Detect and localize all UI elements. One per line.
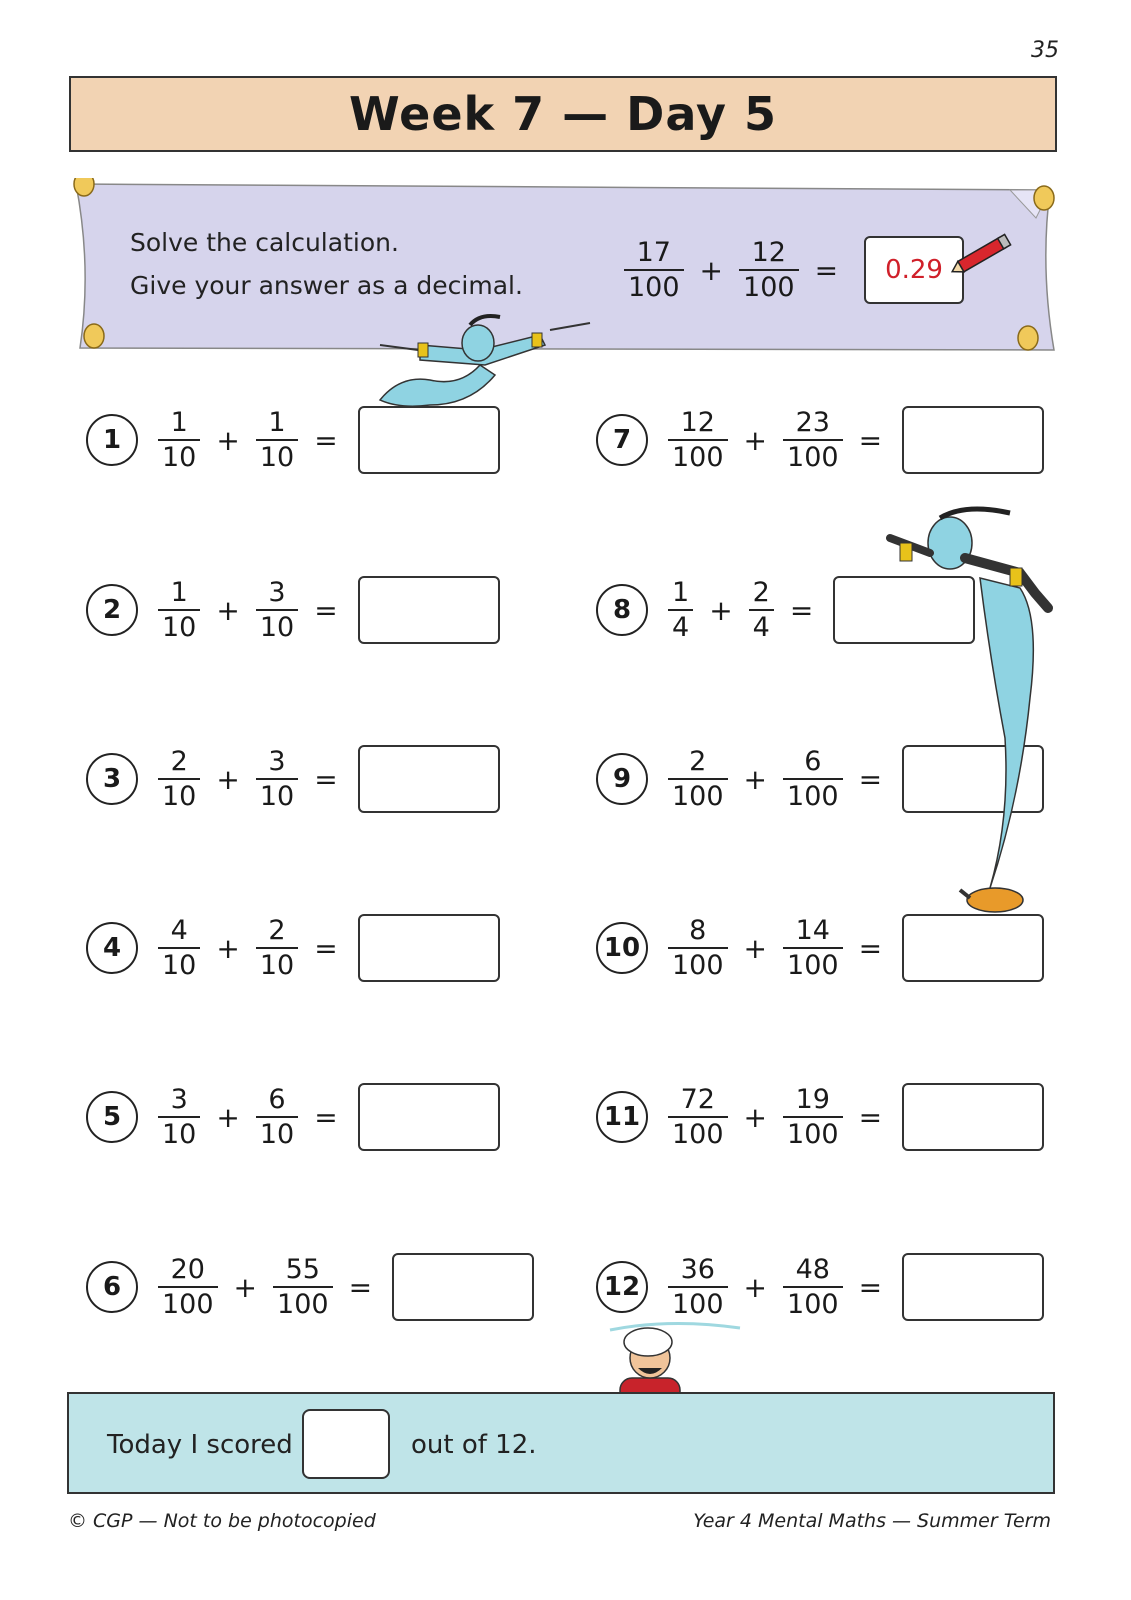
- score-input-box[interactable]: [302, 1409, 390, 1479]
- question-7: [596, 406, 1044, 474]
- example-fraction-a: $\frac{17}{100}$: [620, 239, 688, 301]
- question-number: 1: [86, 414, 138, 466]
- fraction-a: $\frac{72}{100}$: [664, 1086, 732, 1148]
- question-1: [86, 406, 500, 474]
- fraction-a: $\frac{20}{100}$: [154, 1256, 222, 1318]
- fraction-a: $\frac{1}{10}$: [154, 579, 204, 641]
- example-plus: +: [699, 253, 724, 287]
- equals-sign: =: [789, 593, 814, 627]
- fraction-b: $\frac{19}{100}$: [779, 1086, 847, 1148]
- example-answer-box: 0.29: [864, 236, 964, 304]
- question-11: [596, 1083, 1044, 1151]
- fraction-b: $\frac{6}{10}$: [252, 1086, 302, 1148]
- fraction-b: $\frac{23}{100}$: [779, 409, 847, 471]
- fraction-b: $\frac{14}{100}$: [779, 917, 847, 979]
- question-number: 8: [596, 584, 648, 636]
- question-number: 4: [86, 922, 138, 974]
- title-bar: [69, 76, 1057, 152]
- question-number: 3: [86, 753, 138, 805]
- question-5: [86, 1083, 500, 1151]
- answer-box[interactable]: [902, 406, 1044, 474]
- plus-sign: +: [216, 423, 240, 457]
- worked-example: [620, 236, 1018, 304]
- equals-sign: =: [314, 593, 338, 627]
- score-label-after: out of 12.: [411, 1430, 537, 1460]
- question-10: [596, 914, 1044, 982]
- answer-box[interactable]: [358, 576, 500, 644]
- fraction-a: $\frac{1}{10}$: [154, 409, 204, 471]
- instruction-line-2: Give your answer as a decimal.: [130, 271, 523, 300]
- question-number: 7: [596, 414, 648, 466]
- equals-sign: =: [348, 1270, 373, 1304]
- question-number: 10: [596, 922, 648, 974]
- plus-sign: +: [743, 1100, 768, 1134]
- answer-box[interactable]: [358, 914, 500, 982]
- answer-box[interactable]: [902, 914, 1044, 982]
- fraction-a: $\frac{8}{100}$: [664, 917, 732, 979]
- plus-sign: +: [216, 931, 240, 965]
- pencil-icon: [948, 230, 1018, 280]
- fraction-b: $\frac{48}{100}$: [779, 1256, 847, 1318]
- plus-sign: +: [216, 762, 240, 796]
- question-number: 2: [86, 584, 138, 636]
- fraction-b: $\frac{6}{100}$: [779, 748, 847, 810]
- plus-sign: +: [743, 423, 768, 457]
- example-equals: =: [814, 253, 839, 287]
- equals-sign: =: [314, 931, 338, 965]
- question-number: 12: [596, 1261, 648, 1313]
- plus-sign: +: [709, 593, 733, 627]
- fraction-a: $\frac{3}{10}$: [154, 1086, 204, 1148]
- equals-sign: =: [314, 423, 338, 457]
- answer-box[interactable]: [902, 1083, 1044, 1151]
- plus-sign: +: [216, 593, 240, 627]
- plus-sign: +: [743, 931, 768, 965]
- fraction-b: $\frac{3}{10}$: [252, 748, 302, 810]
- question-12: [596, 1253, 1044, 1321]
- score-label-before: Today I scored: [107, 1430, 293, 1460]
- fraction-b: $\frac{1}{10}$: [252, 409, 302, 471]
- genie-icon: [360, 305, 600, 415]
- plus-sign: +: [216, 1100, 240, 1134]
- fraction-b: $\frac{55}{100}$: [269, 1256, 337, 1318]
- fraction-a: $\frac{36}{100}$: [664, 1256, 732, 1318]
- question-number: 9: [596, 753, 648, 805]
- fraction-b: $\frac{2}{10}$: [252, 917, 302, 979]
- question-number: 5: [86, 1091, 138, 1143]
- question-6: [86, 1253, 534, 1321]
- equals-sign: =: [314, 762, 338, 796]
- fraction-b: $\frac{3}{10}$: [252, 579, 302, 641]
- question-2: [86, 576, 500, 644]
- genie-with-lamp-icon: [870, 498, 1060, 918]
- question-4: [86, 914, 500, 982]
- instruction-line-1: Solve the calculation.: [130, 228, 399, 257]
- equals-sign: =: [314, 1100, 338, 1134]
- equals-sign: =: [858, 1270, 883, 1304]
- page-title: Week 7 — Day 5: [349, 87, 777, 141]
- answer-box[interactable]: [358, 745, 500, 813]
- fraction-a: $\frac{2}{10}$: [154, 748, 204, 810]
- fraction-a: $\frac{4}{10}$: [154, 917, 204, 979]
- question-number: 11: [596, 1091, 648, 1143]
- equals-sign: =: [858, 762, 883, 796]
- plus-sign: +: [743, 1270, 768, 1304]
- equals-sign: =: [858, 931, 883, 965]
- example-fraction-b: $\frac{12}{100}$: [735, 239, 803, 301]
- plus-sign: +: [743, 762, 768, 796]
- answer-box[interactable]: [392, 1253, 534, 1321]
- plus-sign: +: [233, 1270, 258, 1304]
- question-3: [86, 745, 500, 813]
- answer-box[interactable]: [358, 406, 500, 474]
- equals-sign: =: [858, 423, 883, 457]
- fraction-a: $\frac{2}{100}$: [664, 748, 732, 810]
- fraction-a: $\frac{12}{100}$: [664, 409, 732, 471]
- fraction-b: $\frac{2}{4}$: [745, 579, 778, 641]
- footer-copyright: © CGP — Not to be photocopied: [68, 1510, 376, 1532]
- answer-box[interactable]: [358, 1083, 500, 1151]
- fraction-a: $\frac{1}{4}$: [664, 579, 697, 641]
- equals-sign: =: [858, 1100, 883, 1134]
- answer-box[interactable]: [902, 1253, 1044, 1321]
- score-bar: [67, 1392, 1055, 1494]
- question-number: 6: [86, 1261, 138, 1313]
- footer-book-title: Year 4 Mental Maths — Summer Term: [693, 1510, 1051, 1532]
- page-number: 35: [1031, 38, 1059, 63]
